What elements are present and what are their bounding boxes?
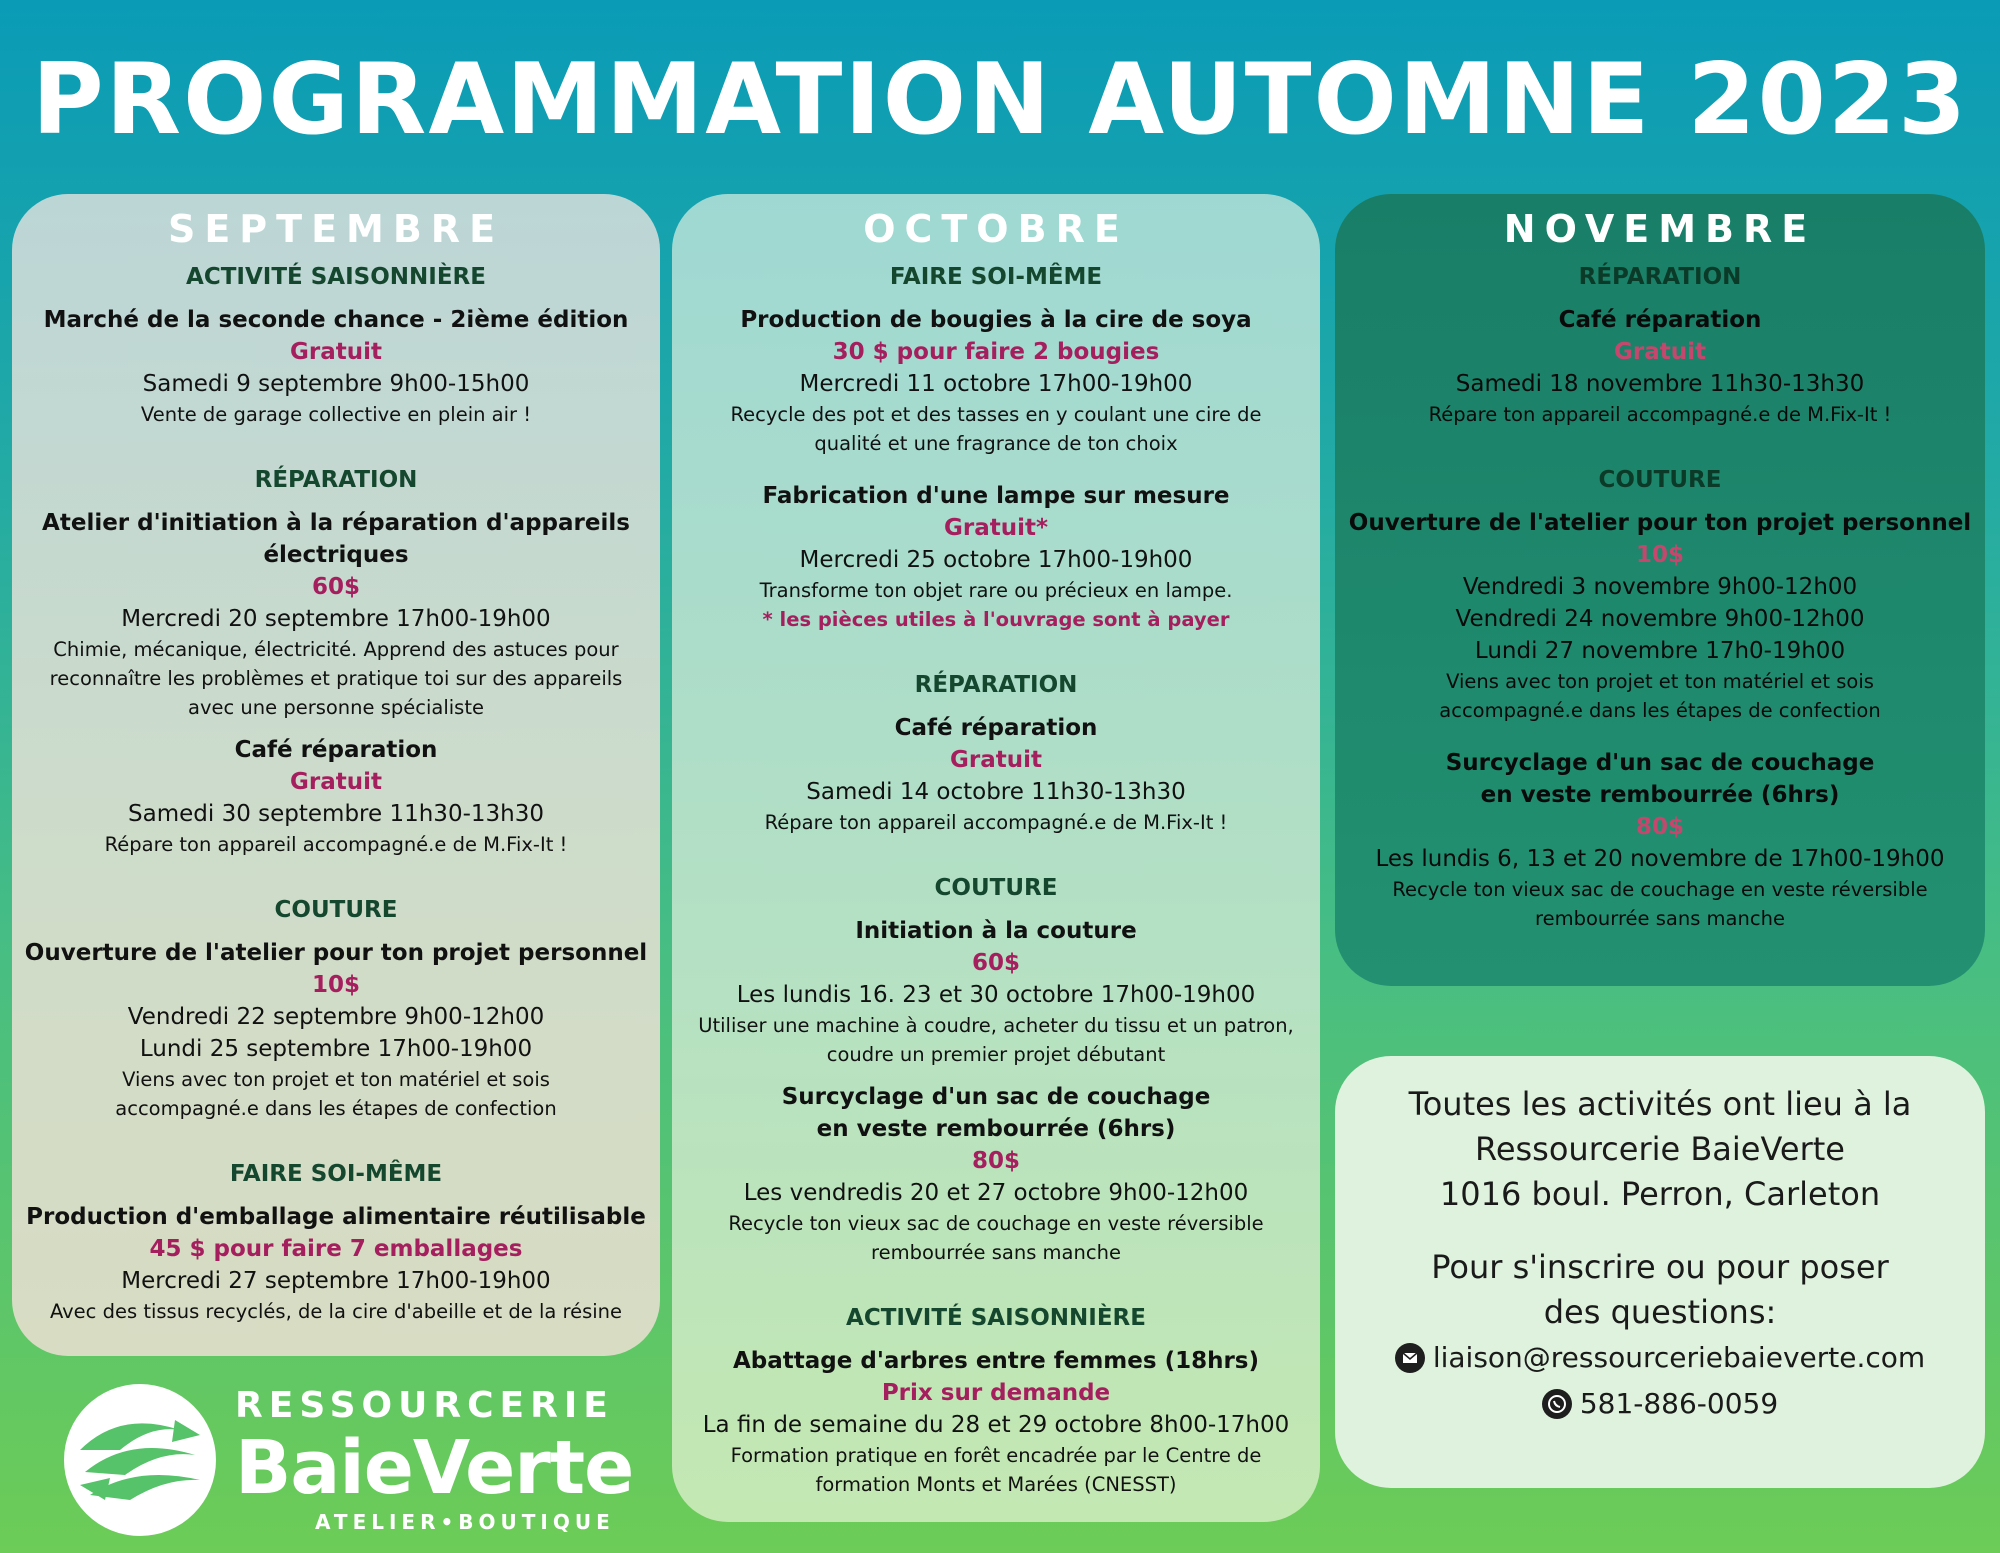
activity-item xyxy=(1335,304,1985,429)
activity-title: en veste rembourrée (6hrs) xyxy=(1480,782,1840,808)
activity-title: Surcyclage d'un sac de couchage xyxy=(781,1084,1211,1110)
activity-item xyxy=(672,304,1320,458)
activity-title: Surcyclage d'un sac de couchage xyxy=(1445,750,1875,776)
whatsapp-icon xyxy=(1542,1389,1572,1419)
activity-description: Recycle ton vieux sac de couchage en veste réversible xyxy=(1392,878,1928,901)
activity-description: Transforme ton objet rare ou précieux en lampe. xyxy=(759,579,1233,602)
logo-sub-text: ATELIER•BOUTIQUE xyxy=(315,1510,615,1534)
activity-description: Chimie, mécanique, électricité. Apprend des astuces pour xyxy=(53,638,619,661)
activity-price: Prix sur demande xyxy=(881,1380,1111,1406)
phone-contact[interactable] xyxy=(1335,1381,1985,1427)
activity-description: Formation pratique en forêt encadrée par le Centre de xyxy=(730,1444,1262,1467)
info-line: des questions: xyxy=(1543,1293,1777,1331)
column-novembre xyxy=(1335,194,1985,986)
activity-title: Initiation à la couture xyxy=(855,918,1137,944)
activity-title: électriques xyxy=(263,542,409,568)
activity-price: 60$ xyxy=(311,574,360,600)
activity-date: Samedi 9 septembre 9h00-15h00 xyxy=(142,371,530,397)
activity-title: Ouverture de l'atelier pour ton projet personnel xyxy=(1348,510,1972,536)
activity-date: Samedi 30 septembre 11h30-13h30 xyxy=(128,801,544,827)
activity-description: Recycle des pot et des tasses en y coulant une cire de xyxy=(730,403,1262,426)
info-line: Toutes les activités ont lieu à la xyxy=(1408,1085,1912,1123)
activity-title: Fabrication d'une lampe sur mesure xyxy=(762,483,1230,509)
activity-title: Café réparation xyxy=(1558,307,1762,333)
activity-price: Gratuit xyxy=(290,339,382,365)
column-septembre xyxy=(12,194,660,1356)
info-box xyxy=(1335,1056,1985,1488)
phone-number[interactable]: 581-886-0059 xyxy=(1579,1387,1779,1420)
activity-description: accompagné.e dans les étapes de confection xyxy=(1439,699,1881,722)
activity-description: reconnaître les problèmes et pratique toi sur des appareils xyxy=(49,667,623,690)
activity-price: 10$ xyxy=(1635,542,1684,568)
activity-date: Vendredi 3 novembre 9h00-12h00 xyxy=(1462,574,1858,600)
activity-price: Gratuit xyxy=(290,769,382,795)
activity-item xyxy=(672,480,1320,634)
logo xyxy=(60,1380,634,1540)
activity-description: avec une personne spécialiste xyxy=(188,696,484,719)
activity-description: Avec des tissus recyclés, de la cire d'abeille et de la résine xyxy=(49,1300,623,1323)
activity-date: Samedi 18 novembre 11h30-13h30 xyxy=(1455,371,1865,397)
section-heading: RÉPARATION xyxy=(1578,264,1742,290)
activity-date: Les lundis 6, 13 et 20 novembre de 17h00-19h00 xyxy=(1375,846,1945,872)
section-heading: COUTURE xyxy=(934,875,1058,901)
activity-date: Mercredi 20 septembre 17h00-19h00 xyxy=(121,606,551,632)
activity-date: Les vendredis 20 et 27 octobre 9h00-12h00 xyxy=(743,1180,1249,1206)
activity-item xyxy=(672,712,1320,837)
page-title: PROGRAMMATION AUTOMNE 2023 xyxy=(31,43,1969,157)
activity-title: en veste rembourrée (6hrs) xyxy=(816,1116,1176,1142)
section-heading: ACTIVITÉ SAISONNIÈRE xyxy=(186,264,486,290)
activity-date: Lundi 25 septembre 17h00-19h00 xyxy=(139,1036,533,1062)
section-heading: FAIRE SOI-MÊME xyxy=(229,1161,443,1187)
activity-price: 10$ xyxy=(311,972,360,998)
activity-title: Ouverture de l'atelier pour ton projet personnel xyxy=(24,940,648,966)
info-line: Ressourcerie BaieVerte xyxy=(1475,1130,1845,1168)
activity-description: Répare ton appareil accompagné.e de M.Fix-It ! xyxy=(104,833,568,856)
activity-description: Répare ton appareil accompagné.e de M.Fix-It ! xyxy=(1428,403,1892,426)
activity-item xyxy=(1335,507,1985,725)
mail-icon xyxy=(1395,1343,1425,1373)
activity-date: Mercredi 11 octobre 17h00-19h00 xyxy=(799,371,1193,397)
activity-item xyxy=(1335,747,1985,933)
activity-item xyxy=(12,937,660,1123)
activity-price: 80$ xyxy=(1635,814,1684,840)
activity-description: qualité et une fragrance de ton choix xyxy=(814,432,1178,455)
activity-description: coudre un premier projet débutant xyxy=(826,1043,1166,1066)
activity-item xyxy=(12,1201,660,1326)
activity-title: Café réparation xyxy=(234,737,438,763)
activity-title: Marché de la seconde chance - 2ième édition xyxy=(43,307,629,333)
activity-price: 30 $ pour faire 2 bougies xyxy=(832,339,1160,365)
activity-date: Samedi 14 octobre 11h30-13h30 xyxy=(806,779,1186,805)
logo-main-text: BaieVerte xyxy=(235,1425,634,1511)
activity-price: Gratuit xyxy=(950,747,1042,773)
activity-price: 60$ xyxy=(971,950,1020,976)
email-contact[interactable] xyxy=(1335,1335,1985,1381)
section-heading: RÉPARATION xyxy=(254,467,418,493)
email-link[interactable]: liaison@ressourceriebaieverte.com xyxy=(1432,1341,1926,1374)
activity-description: rembourrée sans manche xyxy=(1535,907,1785,930)
activity-item xyxy=(672,915,1320,1069)
activity-price: 80$ xyxy=(971,1148,1020,1174)
activity-description: Viens avec ton projet et ton matériel et sois xyxy=(1446,670,1874,693)
activity-item xyxy=(12,734,660,859)
section-heading: COUTURE xyxy=(274,897,398,923)
logo-emblem-icon xyxy=(60,1380,220,1540)
activity-date: Mercredi 25 octobre 17h00-19h00 xyxy=(799,547,1193,573)
activity-title: Abattage d'arbres entre femmes (18hrs) xyxy=(732,1348,1260,1374)
activity-item xyxy=(12,507,660,722)
activity-date: Les lundis 16. 23 et 30 octobre 17h00-19h00 xyxy=(736,982,1256,1008)
activity-description: Recycle ton vieux sac de couchage en veste réversible xyxy=(728,1212,1264,1235)
info-line: Pour s'inscrire ou pour poser xyxy=(1431,1248,1889,1286)
column-octobre xyxy=(672,194,1320,1522)
activity-item xyxy=(672,1345,1320,1499)
activity-price: 45 $ pour faire 7 emballages xyxy=(149,1236,523,1262)
activity-date: La fin de semaine du 28 et 29 octobre 8h00-17h00 xyxy=(702,1412,1290,1438)
logo-top-text: RESSOURCERIE xyxy=(235,1385,614,1426)
activity-title: Café réparation xyxy=(894,715,1098,741)
activity-title: Production d'emballage alimentaire réutilisable xyxy=(26,1204,646,1230)
section-heading: ACTIVITÉ SAISONNIÈRE xyxy=(846,1305,1146,1331)
activity-description: Répare ton appareil accompagné.e de M.Fix-It ! xyxy=(764,811,1228,834)
activity-description: accompagné.e dans les étapes de confection xyxy=(115,1097,557,1120)
activity-price: Gratuit xyxy=(1614,339,1706,365)
activity-description: Viens avec ton projet et ton matériel et sois xyxy=(122,1068,550,1091)
activity-item xyxy=(672,1081,1320,1267)
activity-item xyxy=(12,304,660,429)
info-line: 1016 boul. Perron, Carleton xyxy=(1439,1175,1881,1213)
activity-price: Gratuit* xyxy=(943,515,1049,541)
activity-description: Vente de garage collective en plein air ! xyxy=(140,403,532,426)
activity-title: Atelier d'initiation à la réparation d'appareils xyxy=(42,510,630,536)
activity-description: rembourrée sans manche xyxy=(871,1241,1121,1264)
month-heading: NOVEMBRE xyxy=(1503,207,1817,251)
activity-note: * les pièces utiles à l'ouvrage sont à payer xyxy=(762,608,1230,631)
activity-date: Vendredi 22 septembre 9h00-12h00 xyxy=(127,1004,545,1030)
activity-title: Production de bougies à la cire de soya xyxy=(740,307,1252,333)
activity-date: Lundi 27 novembre 17h0-19h00 xyxy=(1474,638,1846,664)
month-heading: SEPTEMBRE xyxy=(167,207,505,251)
section-heading: COUTURE xyxy=(1598,467,1722,493)
activity-description: Utiliser une machine à coudre, acheter du tissu et un patron, xyxy=(698,1014,1294,1037)
activity-date: Vendredi 24 novembre 9h00-12h00 xyxy=(1455,606,1865,632)
section-heading: FAIRE SOI-MÊME xyxy=(889,264,1103,290)
activity-date: Mercredi 27 septembre 17h00-19h00 xyxy=(121,1268,551,1294)
month-heading: OCTOBRE xyxy=(863,207,1129,251)
section-heading: RÉPARATION xyxy=(914,672,1078,698)
activity-description: formation Monts et Marées (CNESST) xyxy=(815,1473,1177,1496)
